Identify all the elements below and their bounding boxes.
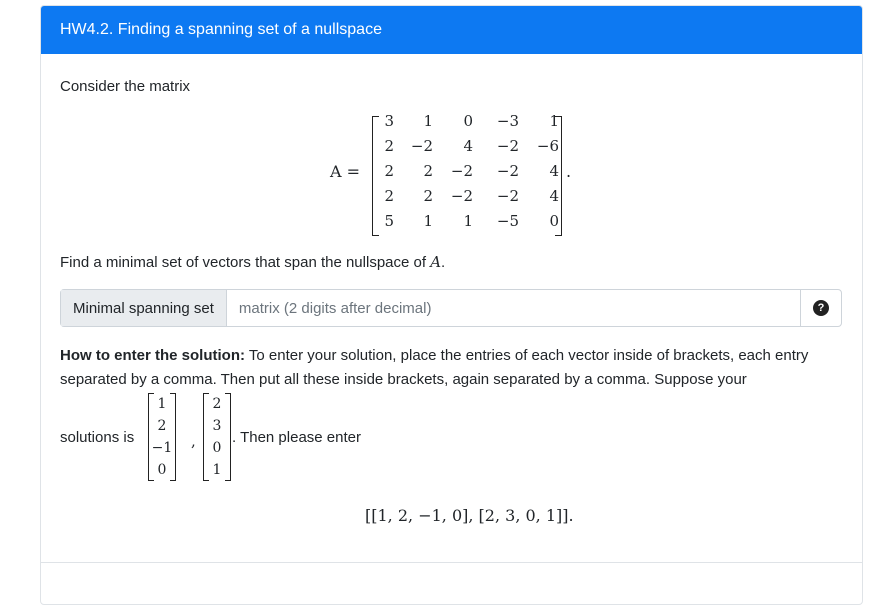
answer-input-group: [60, 289, 842, 327]
question-circle-icon: ?: [813, 300, 829, 316]
example-vector-1: [148, 393, 176, 481]
card-header: [41, 6, 862, 54]
matrix-cell: 1: [463, 212, 473, 230]
matrix-cell: −2: [496, 137, 519, 155]
matrix-cell: 5: [384, 212, 394, 230]
vector-entry: 1: [157, 396, 167, 412]
intro-text: Consider the matrix: [60, 78, 191, 95]
matrix-cell: 1: [549, 112, 559, 130]
matrix-label: A =: [330, 162, 361, 181]
question-var: A: [430, 253, 442, 271]
matrix-row: [372, 137, 562, 161]
matrix-body: [372, 112, 562, 236]
matrix-cell: 4: [549, 187, 559, 205]
instructions-body: To enter your solution, place the entries of each vector inside of brackets, each entry separated by a comma. Then put all these inside brackets, again separated by a comma. Suppose your: [60, 347, 809, 388]
matrix-cell: −2: [450, 162, 473, 180]
matrix-cell: 0: [463, 112, 473, 130]
example-vector-2: [203, 393, 231, 481]
matrix-cell: 2: [423, 187, 433, 205]
matrix-cell: −6: [536, 137, 559, 155]
matrix-cell: 1: [423, 212, 433, 230]
vector-entry: 0: [212, 440, 222, 456]
question-text: [60, 250, 445, 275]
matrix-cell: 0: [549, 212, 559, 230]
answer-label: Minimal spanning set: [61, 290, 227, 326]
matrix-cell: 4: [463, 137, 473, 155]
matrix-cell: −2: [496, 187, 519, 205]
question-suffix: .: [441, 254, 446, 271]
vector-entry: 2: [212, 396, 222, 412]
instructions-heading: How to enter the solution:: [60, 347, 245, 364]
vector-comma: ,: [191, 432, 196, 450]
matrix-row: [372, 112, 562, 136]
vector-entry: −1: [151, 440, 173, 456]
vector-entry: 2: [157, 418, 167, 434]
help-button[interactable]: [800, 290, 841, 326]
vector-entry: 1: [212, 462, 222, 478]
answer-input[interactable]: [227, 290, 800, 326]
matrix-row: [372, 187, 562, 211]
example-formatted: [[1, 2, −1, 0], [2, 3, 0, 1]].: [365, 506, 574, 525]
matrix-cell: −2: [496, 162, 519, 180]
vector-entry: 0: [157, 462, 167, 478]
instructions-text: [60, 344, 830, 392]
matrix-cell: 2: [384, 137, 394, 155]
matrix-cell: −3: [496, 112, 519, 130]
matrix-cell: 1: [423, 112, 433, 130]
vector-entry: 3: [212, 418, 222, 434]
matrix-cell: 2: [384, 187, 394, 205]
example-prefix: solutions is: [60, 429, 135, 446]
matrix-cell: 2: [423, 162, 433, 180]
matrix-cell: −2: [450, 187, 473, 205]
example-suffix: . Then please enter: [232, 429, 361, 446]
question-title: HW4.2. Finding a spanning set of a nullspace: [60, 21, 382, 38]
matrix-cell: −2: [410, 137, 433, 155]
question-prefix: Find a minimal set of vectors that span the nullspace of: [60, 254, 431, 271]
matrix-cell: 3: [384, 112, 394, 130]
matrix-cell: 4: [549, 162, 559, 180]
matrix-row: [372, 162, 562, 186]
matrix-row: [372, 212, 562, 236]
matrix-cell: −5: [496, 212, 519, 230]
matrix-cell: 2: [384, 162, 394, 180]
matrix-period: .: [566, 162, 572, 181]
card-divider: [40, 562, 863, 563]
